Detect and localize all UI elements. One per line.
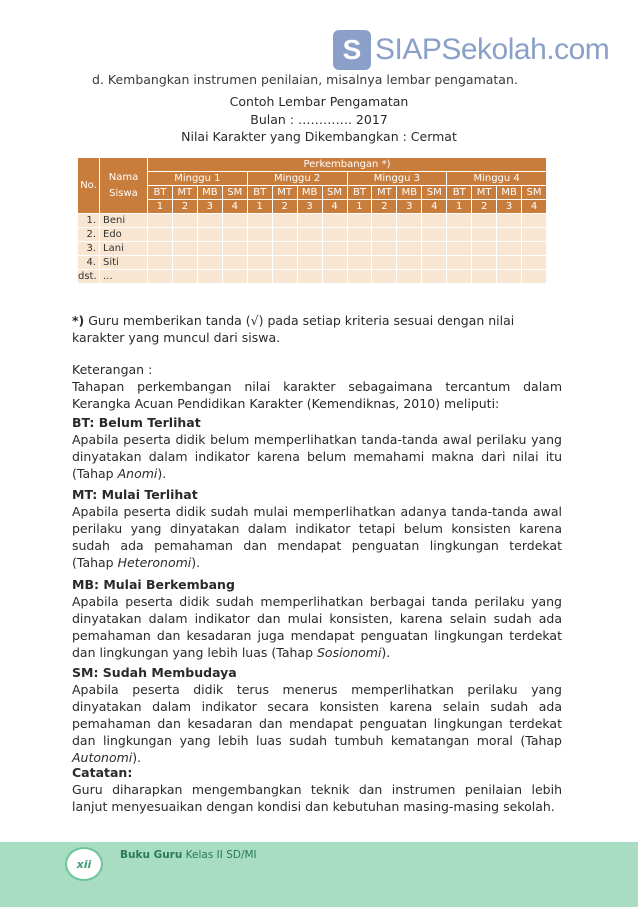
stage-mb-text: Apabila peserta didik sudah memperlihatkan berbagai tanda perilaku yang dinyatakan dalam indikator dan mulai konsisten, karena selain sudah ada pemahaman dan kesadaran juga mendapat penguatan lingkungan terdekat dan lingkungan yang lebih luas (Tahap Sosionomi). <box>72 594 562 660</box>
check-cell[interactable] <box>148 228 173 242</box>
header-score: 4 <box>422 200 447 214</box>
student-name: Siti <box>100 256 148 270</box>
check-cell[interactable] <box>272 256 297 270</box>
header-week-1: Minggu 1 <box>148 172 248 186</box>
catatan-text: Guru diharapkan mengembangkan teknik dan instrumen penilaian lebih lanjut menyesuaikan dengan kondisi dan kebutuhan masing-masing sekolah. <box>72 782 562 814</box>
header-score: 3 <box>297 200 322 214</box>
check-cell[interactable] <box>422 228 447 242</box>
check-cell[interactable] <box>372 214 397 228</box>
check-cell[interactable] <box>322 242 347 256</box>
check-cell[interactable] <box>148 270 173 284</box>
check-cell[interactable] <box>347 270 372 284</box>
student-name: Lani <box>100 242 148 256</box>
check-cell[interactable] <box>397 270 422 284</box>
stage-mt-text: Apabila peserta didik sudah mulai memperlihatkan adanya tanda-tanda awal perilaku yang dinyatakan dalam indikator tetapi belum konsisten karena sudah ada pemahaman dan mendapat penguatan lingkungan terdekat (Tahap Heteronomi). <box>72 504 562 570</box>
stage-bt-heading: BT: Belum Terlihat <box>72 415 201 430</box>
check-cell[interactable] <box>322 214 347 228</box>
check-cell[interactable] <box>197 214 222 228</box>
check-cell[interactable] <box>522 256 547 270</box>
header-score: 4 <box>322 200 347 214</box>
check-cell[interactable] <box>472 242 497 256</box>
stage-mb-heading: MB: Mulai Berkembang <box>72 577 235 592</box>
header-perkembangan: Perkembangan *) <box>148 158 547 172</box>
check-cell[interactable] <box>472 228 497 242</box>
header-code: MB <box>397 186 422 200</box>
check-cell[interactable] <box>322 270 347 284</box>
check-cell[interactable] <box>172 270 197 284</box>
check-cell[interactable] <box>447 270 472 284</box>
check-cell[interactable] <box>347 242 372 256</box>
check-cell[interactable] <box>247 270 272 284</box>
header-score: 2 <box>172 200 197 214</box>
check-cell[interactable] <box>472 270 497 284</box>
check-cell[interactable] <box>247 256 272 270</box>
check-cell[interactable] <box>397 228 422 242</box>
header-code: MT <box>472 186 497 200</box>
check-cell[interactable] <box>322 228 347 242</box>
header-score: 1 <box>447 200 472 214</box>
header-code: MT <box>172 186 197 200</box>
check-cell[interactable] <box>522 214 547 228</box>
check-cell[interactable] <box>497 256 522 270</box>
check-cell[interactable] <box>297 228 322 242</box>
check-cell[interactable] <box>197 242 222 256</box>
table-row <box>78 256 547 270</box>
check-cell[interactable] <box>247 214 272 228</box>
keterangan-title: Keterangan : <box>72 362 153 377</box>
check-cell[interactable] <box>347 228 372 242</box>
check-cell[interactable] <box>172 256 197 270</box>
check-cell[interactable] <box>297 270 322 284</box>
footer-book-title: Buku Guru Kelas II SD/MI <box>120 849 257 861</box>
student-name: Edo <box>100 228 148 242</box>
check-cell[interactable] <box>522 228 547 242</box>
check-cell[interactable] <box>497 242 522 256</box>
check-cell[interactable] <box>372 228 397 242</box>
check-cell[interactable] <box>522 242 547 256</box>
check-cell[interactable] <box>297 256 322 270</box>
header-score: 4 <box>522 200 547 214</box>
title-line-1: Contoh Lembar Pengamatan <box>229 94 409 109</box>
check-cell[interactable] <box>172 242 197 256</box>
check-cell[interactable] <box>222 270 247 284</box>
header-score: 1 <box>247 200 272 214</box>
check-cell[interactable] <box>222 214 247 228</box>
header-code: BT <box>247 186 272 200</box>
header-code: MB <box>497 186 522 200</box>
check-cell[interactable] <box>422 242 447 256</box>
check-cell[interactable] <box>497 270 522 284</box>
check-cell[interactable] <box>447 228 472 242</box>
check-cell[interactable] <box>222 256 247 270</box>
check-cell[interactable] <box>422 256 447 270</box>
header-score: 2 <box>472 200 497 214</box>
header-week-3: Minggu 3 <box>347 172 447 186</box>
check-cell[interactable] <box>272 242 297 256</box>
header-score: 3 <box>397 200 422 214</box>
watermark-text: SIAPSekolah.com <box>375 33 610 66</box>
student-name: Beni <box>100 214 148 228</box>
check-cell[interactable] <box>148 214 173 228</box>
table-row <box>78 228 547 242</box>
table-row <box>78 270 547 284</box>
student-name: ... <box>100 270 148 284</box>
check-cell[interactable] <box>148 242 173 256</box>
check-cell[interactable] <box>247 228 272 242</box>
check-cell[interactable] <box>197 228 222 242</box>
check-cell[interactable] <box>197 256 222 270</box>
check-cell[interactable] <box>447 256 472 270</box>
check-cell[interactable] <box>297 214 322 228</box>
row-number: dst. <box>78 270 100 284</box>
header-code: BT <box>347 186 372 200</box>
check-cell[interactable] <box>422 214 447 228</box>
check-cell[interactable] <box>372 270 397 284</box>
header-code: MT <box>372 186 397 200</box>
check-cell[interactable] <box>297 242 322 256</box>
header-score: 2 <box>372 200 397 214</box>
header-score: 1 <box>347 200 372 214</box>
check-cell[interactable] <box>522 270 547 284</box>
header-week-4: Minggu 4 <box>447 172 547 186</box>
check-cell[interactable] <box>222 228 247 242</box>
header-score: 4 <box>222 200 247 214</box>
check-cell[interactable] <box>472 256 497 270</box>
check-cell[interactable] <box>397 256 422 270</box>
header-code: MB <box>197 186 222 200</box>
intro-line: d. Kembangkan instrumen penilaian, misalnya lembar pengamatan. <box>92 72 518 87</box>
title-line-3: Nilai Karakter yang Dikembangkan : Cermat <box>181 129 457 144</box>
check-cell[interactable] <box>497 228 522 242</box>
header-no: No. <box>78 158 100 214</box>
title-line-2: Bulan : …………. 2017 <box>250 112 388 127</box>
watermark-logo <box>333 30 609 70</box>
check-cell[interactable] <box>397 242 422 256</box>
row-number: 1. <box>78 214 100 228</box>
row-number: 4. <box>78 256 100 270</box>
observation-table <box>77 157 547 284</box>
check-cell[interactable] <box>372 242 397 256</box>
check-cell[interactable] <box>322 256 347 270</box>
keterangan-text: Tahapan perkembangan nilai karakter sebagaimana tercantum dalam Kerangka Acuan Pendidikan Karakter (Kemendiknas, 2010) meliputi: <box>72 379 562 411</box>
header-score: 1 <box>148 200 173 214</box>
table-row <box>78 214 547 228</box>
check-cell[interactable] <box>172 214 197 228</box>
check-cell[interactable] <box>347 214 372 228</box>
stage-bt-text: Apabila peserta didik belum memperlihatkan tanda-tanda awal perilaku yang dinyatakan dalam indikator karena belum memahami makna dari nilai itu (Tahap Anomi). <box>72 432 562 481</box>
header-code: BT <box>447 186 472 200</box>
header-code: SM <box>322 186 347 200</box>
check-cell[interactable] <box>372 256 397 270</box>
row-number: 3. <box>78 242 100 256</box>
check-cell[interactable] <box>272 214 297 228</box>
stage-sm-text: Apabila peserta didik terus menerus memperlihatkan perilaku yang dinyatakan dalam indikator secara konsisten karena selain sudah ada pemahaman dan kesadaran dan mendapat penguatan lingkungan terdekat dan lingkungan yang lebih luas sudah tumbuh kematangan moral (Tahap Autonomi). <box>72 682 562 765</box>
check-cell[interactable] <box>148 256 173 270</box>
page-number: xii <box>65 847 103 881</box>
note-mark: *) <box>72 313 85 328</box>
header-code: BT <box>148 186 173 200</box>
header-week-2: Minggu 2 <box>247 172 347 186</box>
check-cell[interactable] <box>447 242 472 256</box>
check-cell[interactable] <box>197 270 222 284</box>
check-cell[interactable] <box>347 256 372 270</box>
note-text: Guru memberikan tanda (√) pada setiap kriteria sesuai dengan nilai karakter yang muncul dari siswa. <box>72 313 515 345</box>
row-number: 2. <box>78 228 100 242</box>
check-cell[interactable] <box>222 242 247 256</box>
note-paragraph <box>72 312 562 346</box>
watermark-badge: S <box>333 30 371 70</box>
check-cell[interactable] <box>397 214 422 228</box>
header-score: 3 <box>197 200 222 214</box>
header-code: SM <box>222 186 247 200</box>
header-code: MT <box>272 186 297 200</box>
header-code: MB <box>297 186 322 200</box>
check-cell[interactable] <box>447 214 472 228</box>
header-nama: Nama Siswa <box>100 158 148 214</box>
header-code: SM <box>422 186 447 200</box>
check-cell[interactable] <box>422 270 447 284</box>
check-cell[interactable] <box>472 214 497 228</box>
stage-mt-heading: MT: Mulai Terlihat <box>72 487 198 502</box>
check-cell[interactable] <box>247 242 272 256</box>
catatan-title: Catatan: <box>72 765 133 780</box>
stage-sm-heading: SM: Sudah Membudaya <box>72 665 237 680</box>
table-row <box>78 242 547 256</box>
header-score: 2 <box>272 200 297 214</box>
check-cell[interactable] <box>497 214 522 228</box>
check-cell[interactable] <box>272 228 297 242</box>
header-code: SM <box>522 186 547 200</box>
header-score: 3 <box>497 200 522 214</box>
check-cell[interactable] <box>172 228 197 242</box>
check-cell[interactable] <box>272 270 297 284</box>
